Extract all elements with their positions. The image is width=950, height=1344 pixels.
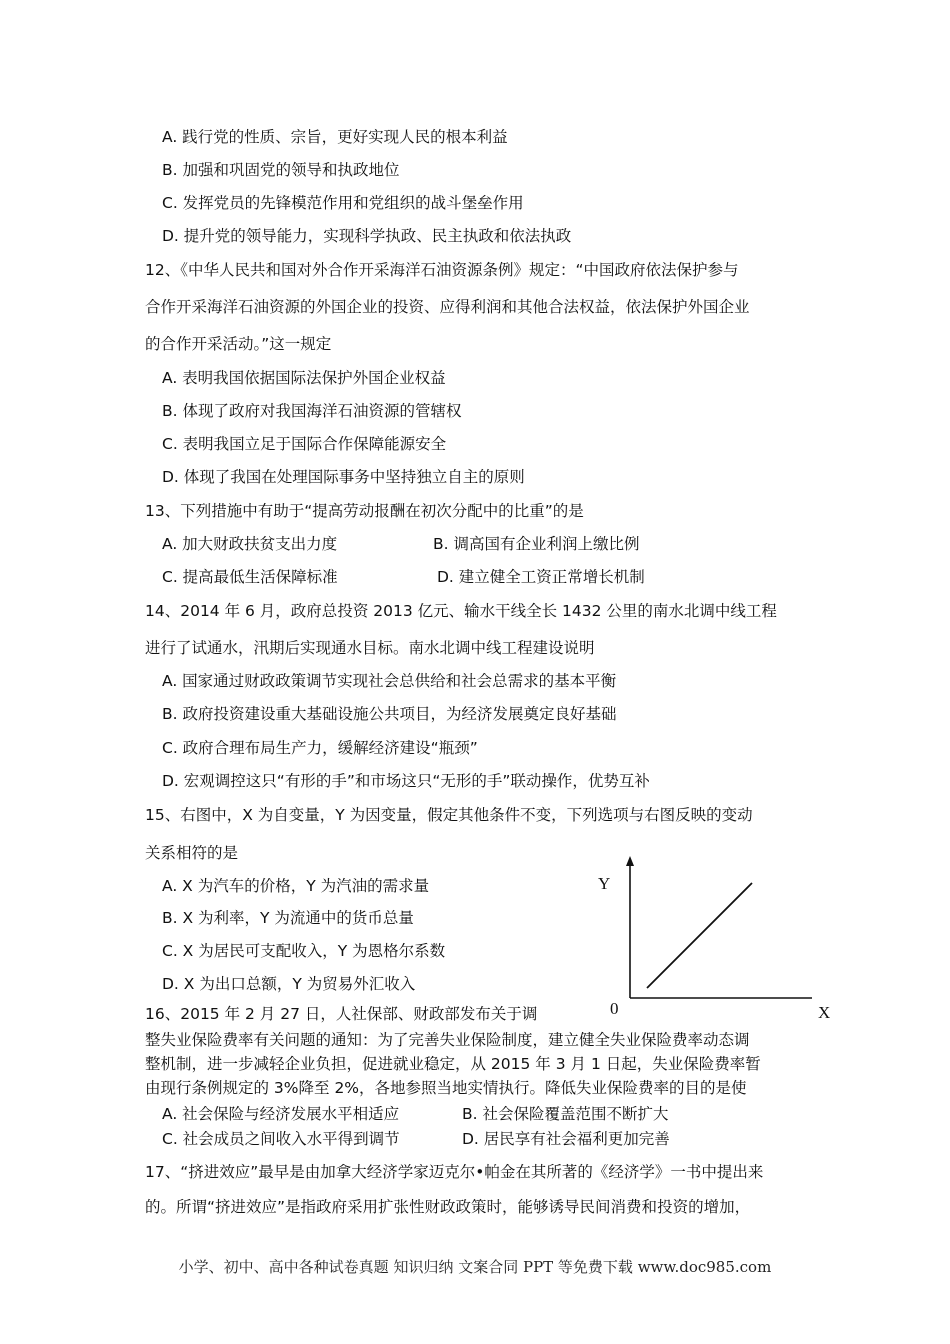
page-footer: 小学、初中、高中各种试卷真题 知识归纳 文案合同 PPT 等免费下载 www.doc985.com xyxy=(178,1258,772,1276)
q15-graph-y-label: Y xyxy=(598,874,611,893)
q15-stem-line-2: 关系相符的是 xyxy=(145,844,239,862)
q16-stem-line-4: 由现行条例规定的 3%降至 2%，各地参照当地实情执行。降低失业保险费率的目的是使 xyxy=(145,1079,747,1097)
q16-option-a: A. 社会保险与经济发展水平相适应 xyxy=(162,1105,400,1123)
q16-stem-line-1: 16、2015 年 2 月 27 日，人社保部、财政部发布关于调 xyxy=(145,1005,538,1023)
q16-option-c: C. 社会成员之间收入水平得到调节 xyxy=(162,1130,400,1148)
q13-stem: 13、下列措施中有助于“提高劳动报酬在初次分配中的比重”的是 xyxy=(145,502,584,520)
q14-stem-line-1: 14、2014 年 6 月，政府总投资 2013 亿元、输水干线全长 1432 公里的南水北调中线工程 xyxy=(145,602,777,620)
q13-option-d: D. 建立健全工资正常增长机制 xyxy=(437,568,645,586)
q12-option-a: A. 表明我国依据国际法保护外国企业权益 xyxy=(162,369,446,387)
q16-stem-line-3: 整机制，进一步减轻企业负担，促进就业稳定，从 2015 年 3 月 1 日起，失业保险费率暂 xyxy=(145,1055,761,1073)
q15-graph xyxy=(590,848,840,1026)
q13-option-a: A. 加大财政扶贫支出力度 xyxy=(162,535,338,553)
q12-stem-line-2: 合作开采海洋石油资源的外国企业的投资、应得利润和其他合法权益，依法保护外国企业 xyxy=(145,298,750,316)
q13-option-b: B. 调高国有企业利润上缴比例 xyxy=(433,535,640,553)
q11-option-b: B. 加强和巩固党的领导和执政地位 xyxy=(162,161,400,179)
q15-graph-origin-label: 0 xyxy=(610,999,619,1018)
q17-stem-line-2: 的。所谓“挤进效应”是指政府采用扩张性财政政策时，能够诱导民间消费和投资的增加， xyxy=(145,1198,751,1216)
q15-graph-line xyxy=(647,883,752,988)
q15-option-d: D. X 为出口总额，Y 为贸易外汇收入 xyxy=(162,975,416,993)
q15-option-b: B. X 为利率，Y 为流通中的货币总量 xyxy=(162,909,414,927)
q15-stem-line-1: 15、右图中，X 为自变量，Y 为因变量，假定其他条件不变，下列选项与右图反映的变动 xyxy=(145,806,753,824)
q12-stem-line-3: 的合作开采活动。”这一规定 xyxy=(145,335,332,353)
q16-option-d: D. 居民享有社会福利更加完善 xyxy=(462,1130,670,1148)
q15-graph-y-arrow xyxy=(626,856,634,866)
q11-option-a: A. 践行党的性质、宗旨，更好实现人民的根本利益 xyxy=(162,128,508,146)
q14-option-c: C. 政府合理布局生产力，缓解经济建设“瓶颈” xyxy=(162,739,478,757)
q16-option-b: B. 社会保险覆盖范围不断扩大 xyxy=(462,1105,669,1123)
q16-stem-line-2: 整失业保险费率有关问题的通知：为了完善失业保险制度，建立健全失业保险费率动态调 xyxy=(145,1031,750,1049)
q13-option-c: C. 提高最低生活保障标准 xyxy=(162,568,338,586)
q14-stem-line-2: 进行了试通水，汛期后实现通水目标。南水北调中线工程建设说明 xyxy=(145,639,595,657)
q14-option-a: A. 国家通过财政政策调节实现社会总供给和社会总需求的基本平衡 xyxy=(162,672,617,690)
q15-graph-x-label: X xyxy=(818,1003,831,1022)
q11-option-d: D. 提升党的领导能力，实现科学执政、民主执政和依法执政 xyxy=(162,227,572,245)
q12-option-c: C. 表明我国立足于国际合作保障能源安全 xyxy=(162,435,447,453)
q11-option-c: C. 发挥党员的先锋模范作用和党组织的战斗堡垒作用 xyxy=(162,194,524,212)
q14-option-b: B. 政府投资建设重大基础设施公共项目，为经济发展奠定良好基础 xyxy=(162,705,617,723)
q14-option-d: D. 宏观调控这只“有形的手”和市场这只“无形的手”联动操作，优势互补 xyxy=(162,772,650,790)
q15-option-a: A. X 为汽车的价格，Y 为汽油的需求量 xyxy=(162,877,430,895)
q12-option-b: B. 体现了政府对我国海洋石油资源的管辖权 xyxy=(162,402,462,420)
q15-option-c: C. X 为居民可支配收入，Y 为恩格尔系数 xyxy=(162,942,446,960)
q17-stem-line-1: 17、“挤进效应”最早是由加拿大经济学家迈克尔•帕金在其所著的《经济学》一书中提出来 xyxy=(145,1163,764,1181)
q12-option-d: D. 体现了我国在处理国际事务中坚持独立自主的原则 xyxy=(162,468,525,486)
q12-stem-line-1: 12、《中华人民共和国对外合作开采海洋石油资源条例》规定：“中国政府依法保护参与 xyxy=(145,261,739,279)
